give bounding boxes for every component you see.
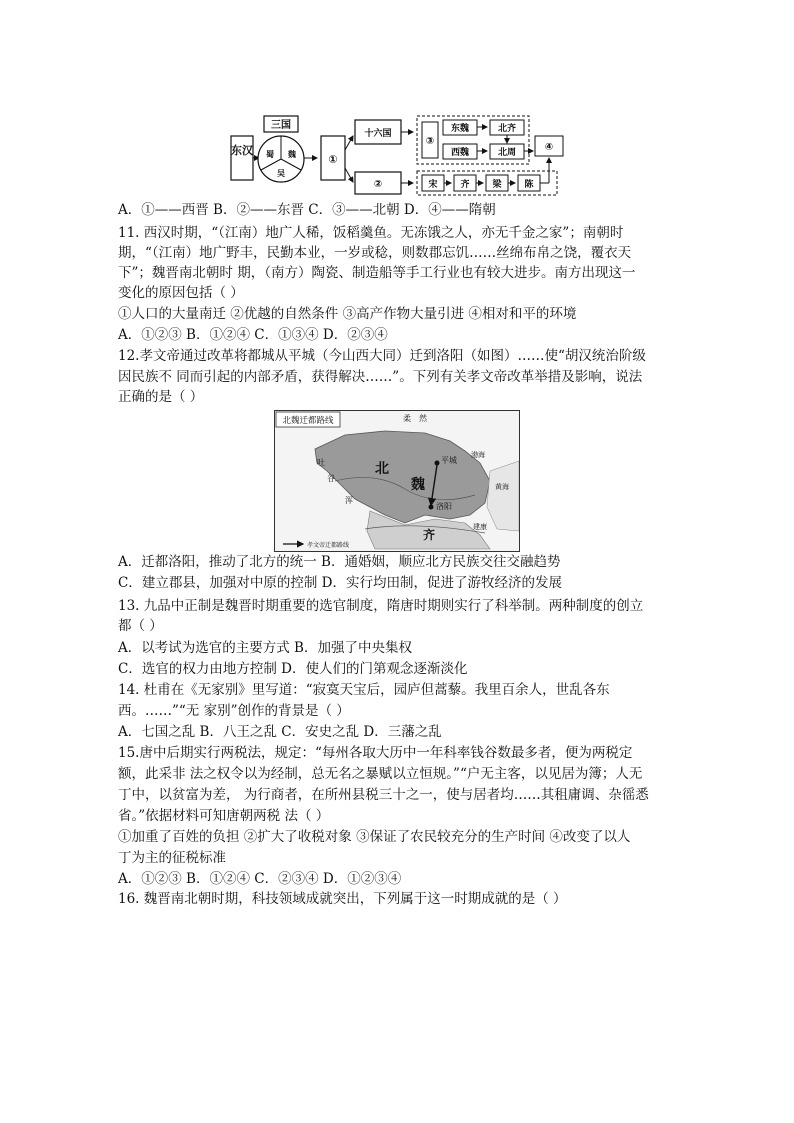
q15-line-1: 15.唐中后期实行两税法，规定：“每州各取大历中一年科率钱谷数最多者，便为两税定 (118, 745, 633, 761)
pingcheng-label: 平城 (441, 456, 457, 465)
chen-label: 陈 (524, 180, 534, 190)
q15-line-2: 额，此采非 法之权令以为经制，总无名之暴赋以立恒规。”“户无主客，以见居为簿；人无 (118, 766, 643, 782)
q13-options-2: C．选官的权力由地方控制 D．使人们的门第观念逐渐淡化 (118, 661, 468, 677)
wei-label: 魏 (411, 477, 425, 493)
q16-line-1: 16. 魏晋南北朝时期，科技领域成就突出，下列属于这一时期成就的是（ ） (118, 891, 567, 907)
qi-label: 齐 (460, 180, 470, 190)
q11-line-3: 下”；魏晋南北朝时 期，（南方）陶瓷、制造船等手工行业也有较大进步。南方出现这一 (118, 265, 636, 281)
huanghai-label: 黄海 (495, 483, 509, 491)
n2-label: ② (373, 179, 383, 190)
bohai-label: 渤海 (471, 451, 485, 459)
q13-options-1: A．以考试为选官的主要方式 B．加强了中央集权 (118, 640, 412, 656)
wei-label: 魏 (288, 150, 296, 159)
liang-label: 梁 (492, 180, 502, 190)
shu-label: 蜀 (266, 150, 274, 159)
q13-line-2: 都（ ） (118, 618, 163, 634)
beizhou-label: 北周 (497, 148, 517, 158)
luoyang-label: 洛阳 (436, 502, 452, 511)
jiankang-label: 建康 (473, 523, 487, 531)
q15-items-1: ①加重了百姓的负担 ②扩大了收税对象 ③保证了农民较充分的生产时间 ④改变了以人 (118, 829, 631, 845)
tu-label: 吐 (317, 458, 325, 467)
map-title: 北魏迁都路线 (282, 416, 334, 426)
sanguo-label: 三国 (271, 120, 291, 131)
q11-items: ①人口的大量南迁 ②优越的自然条件 ③高产作物大量引进 ④相对和平的环境 (118, 306, 577, 322)
q12-line-2: 因民族不 同而引起的内部矛盾，获得解决……”。下列有关孝文帝改革举措及影响，说法 (118, 369, 643, 385)
donghan-label: 东汉 (231, 144, 253, 157)
q12-options-2: C．建立郡县，加强对中原的控制 D．实行均田制，促进了游牧经济的发展 (118, 575, 562, 591)
hun-label: 浑 (345, 496, 353, 505)
q12-line-1: 12.孝文帝通过改革将都城从平城（今山西大同）迁到洛阳（如图）……使“胡汉统治阶级 (118, 348, 646, 364)
dongwei-label: 东魏 (450, 124, 470, 134)
q11-line-1: 11. 西汉时期，“（江南）地广人稀，饭稻羹鱼。无冻饿之人，亦无千金之家”；南朝时 (118, 225, 624, 241)
q12-line-3: 正确的是（ ） (118, 389, 204, 405)
qi-map-label: 齐 (423, 528, 436, 542)
q14-options: A．七国之乱 B．八王之乱 C．安史之乱 D．三藩之乱 (118, 724, 442, 740)
q11-line-2: 期，“（江南）地广野丰，民勤本业，一岁或稔，则数郡忘饥……丝绵布帛之饶，覆衣天 (118, 245, 632, 261)
q15-line-4: 省。”依据材料可知唐朝两税 法（ ） (118, 808, 330, 824)
xiwei-label: 西魏 (450, 148, 470, 158)
shiliuguo-label: 十六国 (364, 129, 392, 139)
n1-label: ① (328, 153, 338, 166)
q11-line-4: 变化的原因包括（ ） (118, 285, 244, 301)
rouran-label: 柔 然 (403, 414, 427, 423)
n3-label: ③ (425, 136, 435, 147)
beiqi-label: 北齐 (497, 124, 517, 134)
northern-wei-map (274, 410, 520, 552)
wu-label: 吴 (277, 169, 285, 178)
map-legend: 孝文帝迁都路线 (307, 542, 350, 549)
n4-label: ④ (544, 142, 554, 153)
song-label: 宋 (428, 180, 438, 190)
q10-options: A．①——西晋 B．②——东晋 C．③——北朝 D．④——隋朝 (118, 202, 496, 218)
q15-items-2: 丁为主的征税标准 (118, 850, 226, 866)
q15-line-3: 丁中，以贫富为差， 为行商者，在所州县税三十之一，使与居者均……其租庸调、杂徭悉 (118, 787, 649, 803)
q11-options: A．①②③ B．①②④ C．①③④ D．②③④ (118, 327, 388, 343)
dynasty-diagram (229, 114, 569, 198)
q13-line-1: 13. 九品中正制是魏晋时期重要的选官制度，隋唐时期则实行了科举制。两种制度的创立 (118, 598, 644, 614)
gu-label: 谷 (327, 474, 335, 483)
bei-label: 北 (375, 461, 389, 477)
q12-options-1: A．迁都洛阳，推动了北方的统一 B．通婚姻，顺应北方民族交往交融趋势 (118, 554, 561, 570)
q15-options: A．①②③ B．①②④ C．②③④ D．①②③④ (118, 871, 402, 887)
q14-line-2: 西。……”“无 家别”创作的背景是（ ） (118, 703, 350, 719)
q14-line-1: 14. 杜甫在《无家别》里写道：“寂寞天宝后，园庐但蒿藜。我里百余人，世乱各东 (118, 682, 610, 698)
